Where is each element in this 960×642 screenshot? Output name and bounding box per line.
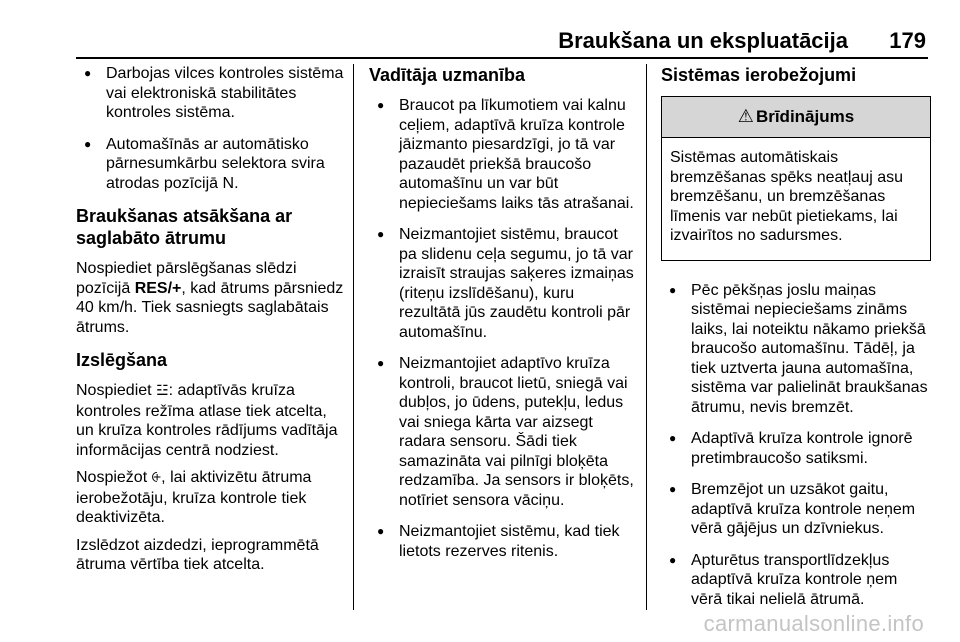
list-item: ● Pēc pēkšņas joslu maiņas sistēmai nepieciešams zināms laiks, lai noteiktu nākamo priekšā braucošo automašīnu. Tādēļ, ja tiek uztverta jauna automašīna, sistēma var palielināt braukšanas ātrumu, nevis bremzēt.	[661, 281, 931, 418]
list-item: ● Adaptīvā kruīza kontrole ignorē pretimbraucošo satiksmi.	[661, 429, 931, 468]
warning-icon: ⚠	[737, 106, 754, 128]
list-item: ● Apturētus transportlīdzekļus adaptīvā kruīza kontrole ņem vērā tikai nelielā ātrumā.	[661, 551, 931, 610]
resume-paragraph: Nospiediet pārslēgšanas slēdzi pozīcijā RES/+, kad ātrums pārsniedz 40 km/h. Tiek sasniegts saglabātais ātrums.	[76, 260, 344, 336]
list-item: ● Neizmantojiet adaptīvo kruīza kontroli, braucot lietū, sniegā vai dubļos, jo ūdens, putekļu, ledus vai sniega kārta var aizsegt radara sensoru. Šādi tiek samazināta vai pilnīgi bloķēta redzamība. Ja sensors ir bloķēts, notīriet sensora vāciņu.	[369, 354, 637, 510]
column-right	[661, 64, 931, 621]
system-limits-heading: Sistēmas ierobežojumi	[661, 65, 857, 85]
warning-header	[662, 97, 930, 138]
attention-list	[369, 96, 637, 561]
list-item: ● Darbojas vilces kontroles sistēma vai elektroniskā stabilitātes kontroles sistēma.	[76, 64, 346, 123]
res-plus-label: RES/+	[134, 279, 182, 297]
resume-heading: Braukšanas atsākšana ar saglabāto ātrumu	[76, 206, 293, 248]
off-paragraph-3: Izslēdzot aizdedzi, ieprogrammētā ātruma vērtība tiek atcelta.	[76, 536, 319, 573]
column-middle	[369, 64, 637, 573]
off-paragraph-2: Nospiežot ⨭, lai aktivizētu ātruma ierobežotāju, kruīza kontrole tiek deaktivizēta.	[76, 469, 312, 526]
warning-title: Brīdinājums	[755, 107, 855, 127]
list-item: ● Bremzējot un uzsākot gaitu, adaptīvā kruīza kontrole neņem vērā gājējus un dzīvniekus.	[661, 480, 931, 539]
list-item: ● Neizmantojiet sistēmu, kad tiek lietots rezerves ritenis.	[369, 522, 637, 561]
column-divider-1	[353, 64, 354, 610]
page-header	[0, 0, 960, 58]
limits-list	[661, 281, 931, 610]
watermark: carmanualsonline.info	[703, 611, 924, 636]
speed-limiter-icon: ⨭	[151, 470, 162, 486]
page-number: 179	[889, 28, 926, 53]
column-divider-2	[646, 64, 647, 610]
list-item: ● Automašīnās ar automātisko pārnesumkārbu selektora svira atrodas pozīcijā N.	[76, 135, 346, 194]
header-rule	[76, 57, 928, 59]
section-title: Braukšana un ekspluatācija	[558, 28, 848, 53]
list-item: ● Neizmantojiet sistēmu, braucot pa slidenu ceļa segumu, jo tā var izraisīt straujas saķeres izmaiņas (riteņu izslīdēšanu), kuru rezultātā jūs zaudētu kontroli pār automašīnu.	[369, 225, 637, 342]
warning-box	[661, 96, 931, 261]
cruise-control-icon: ☳	[156, 383, 169, 399]
conditions-list	[76, 64, 346, 193]
off-paragraph-1: Nospiediet ☳: adaptīvās kruīza kontroles režīma atlase tiek atcelta, un kruīza kontroles rādījums vadītāja informācijas centrā nodziest.	[76, 382, 338, 459]
warning-text: Sistēmas automātiskais bremzēšanas spēks neatļauj asu bremzēšanu, un bremzēšanas līmenis var nebūt pietiekams, lai izvairītos no sadursmes.	[670, 149, 904, 244]
list-item: ● Braucot pa līkumotiem vai kalnu ceļiem, adaptīvā kruīza kontrole jāizmanto piesardzīgi, jo tā var pazaudēt priekšā braucošo automašīnu un var būt nepieciešams laiks tās atrašanai.	[369, 96, 637, 213]
column-left	[76, 64, 346, 583]
driver-attention-heading: Vadītāja uzmanība	[369, 65, 526, 85]
off-heading: Izslēgšana	[76, 350, 168, 370]
